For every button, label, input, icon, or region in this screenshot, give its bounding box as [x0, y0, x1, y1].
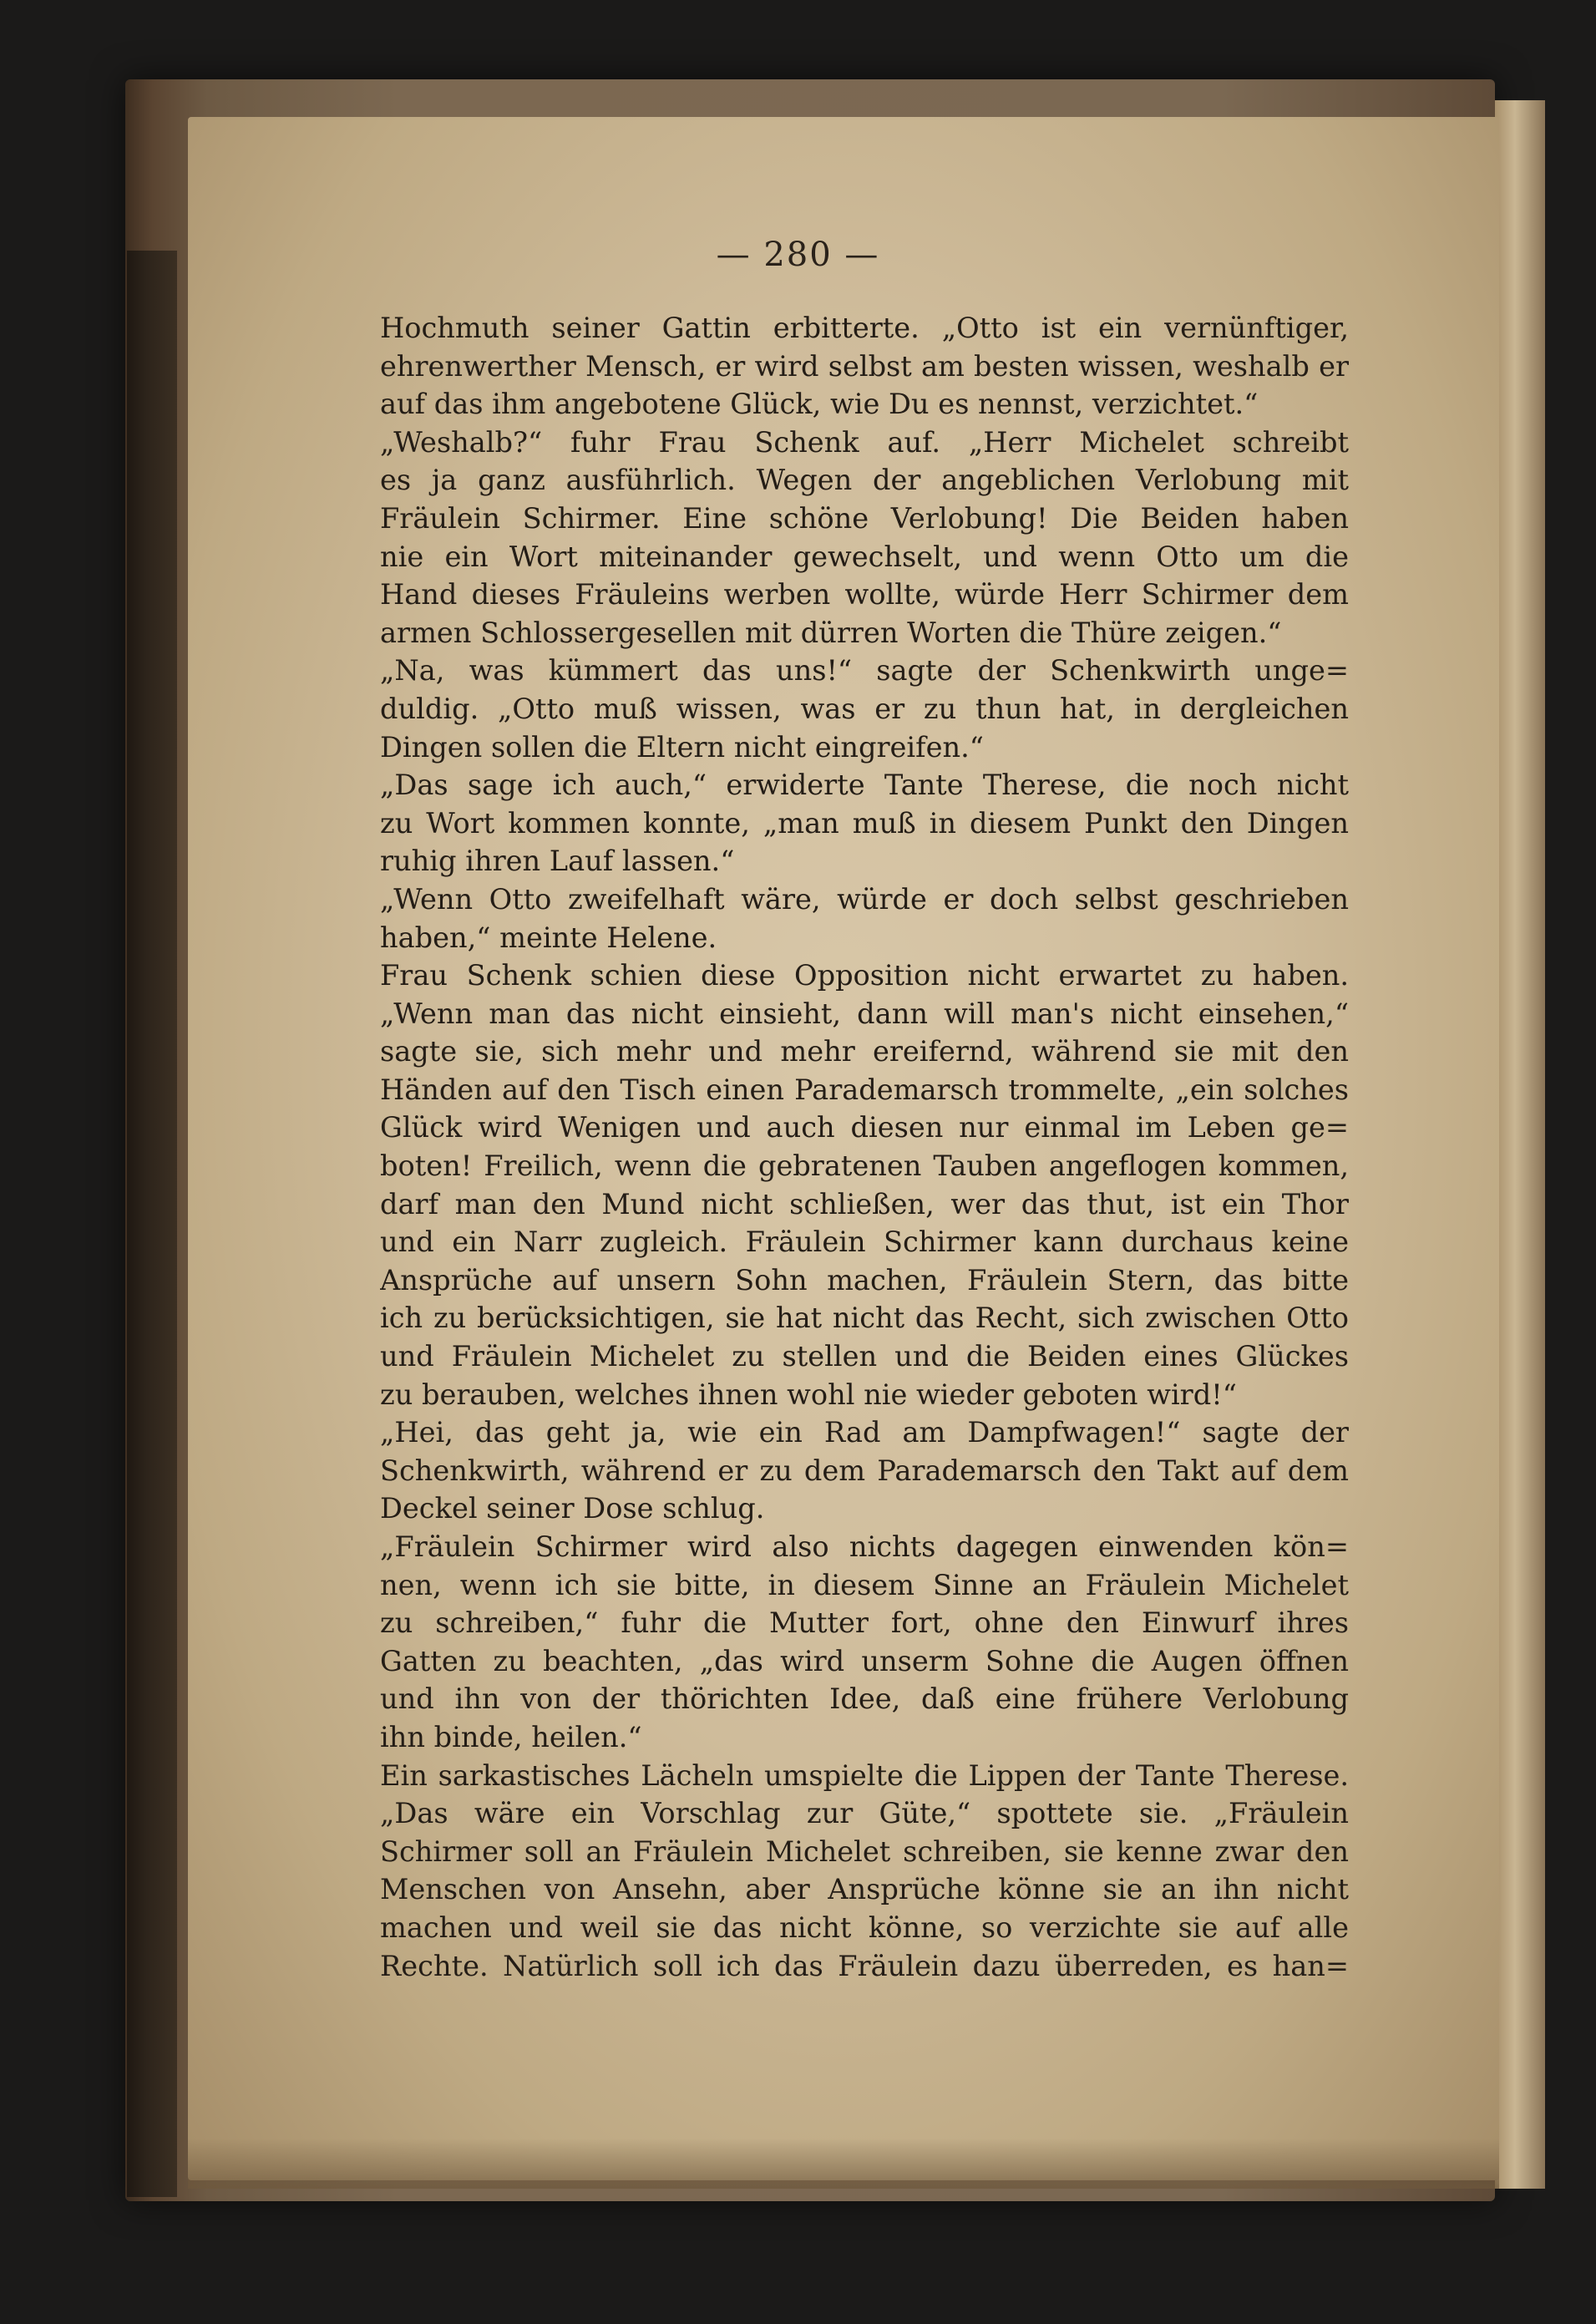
- text-line: Fräulein Schirmer. Eine schöne Verlobung! Die Beiden haben: [380, 501, 1349, 535]
- text-line: „Das wäre ein Vorschlag zur Güte,“ spottete sie. „Fräulein: [380, 1797, 1349, 1830]
- text-line: Rechte. Natürlich soll ich das Fräulein dazu überreden, es han=: [380, 1949, 1349, 1982]
- text-line: Schenkwirth, während er zu dem Parademarsch den Takt auf dem: [380, 1454, 1349, 1487]
- text-line: Menschen von Ansehn, aber Ansprüche könne sie an ihn nicht: [380, 1873, 1349, 1906]
- text-line: zu schreiben,“ fuhr die Mutter fort, ohne den Einwurf ihres: [380, 1606, 1349, 1640]
- text-line: Hand dieses Fräuleins werben wollte, würde Herr Schirmer dem: [380, 578, 1349, 611]
- text-line: boten! Freilich, wenn die gebratenen Tauben angeflogen kommen,: [380, 1149, 1349, 1183]
- body-text: [380, 309, 1349, 1985]
- text-line: duldig. „Otto muß wissen, was er zu thun hat, in dergleichen: [380, 692, 1349, 725]
- page-number: — 280 —: [716, 236, 880, 274]
- text-line: „Das sage ich auch,“ erwiderte Tante Therese, die noch nicht: [380, 769, 1349, 802]
- text-line: „Weshalb?“ fuhr Frau Schenk auf. „Herr Michelet schreibt: [380, 425, 1349, 459]
- text-line: Glück wird Wenigen und auch diesen nur einmal im Leben ge=: [380, 1111, 1349, 1144]
- text-line: Dingen sollen die Eltern nicht eingreifen.“: [380, 730, 984, 764]
- text-line: und ein Narr zugleich. Fräulein Schirmer kann durchaus keine: [380, 1225, 1349, 1259]
- page-edges-right: [1495, 100, 1545, 2189]
- text-line: haben,“ meinte Helene.: [380, 921, 717, 954]
- text-line: „Hei, das geht ja, wie ein Rad am Dampfwagen!“ sagte der: [380, 1416, 1349, 1449]
- text-line: Ansprüche auf unsern Sohn machen, Fräulein Stern, das bitte: [380, 1263, 1349, 1296]
- text-line: ehrenwerther Mensch, er wird selbst am besten wissen, weshalb er: [380, 349, 1349, 383]
- text-line: ruhig ihren Lauf lassen.“: [380, 845, 735, 878]
- text-line: nie ein Wort miteinander gewechselt, und wenn Otto um die: [380, 540, 1349, 573]
- text-line: nen, wenn ich sie bitte, in diesem Sinne an Fräulein Michelet: [380, 1568, 1349, 1601]
- text-line: es ja ganz ausführlich. Wegen der angeblichen Verlobung mit: [380, 464, 1349, 497]
- text-line: „Wenn man das nicht einsieht, dann will man's nicht einsehen,“: [380, 997, 1349, 1030]
- text-line: sagte sie, sich mehr und mehr ereifernd, während sie mit den: [380, 1035, 1349, 1068]
- text-line: auf das ihm angebotene Glück, wie Du es nennst, verzichtet.“: [380, 388, 1259, 421]
- text-line: Hochmuth seiner Gattin erbitterte. „Otto ist ein vernünftiger,: [380, 312, 1349, 344]
- text-line: und ihn von der thörichten Idee, daß eine frühere Verlobung: [380, 1682, 1349, 1716]
- text-line: zu Wort kommen konnte, „man muß in diesem Punkt den Dingen: [380, 806, 1349, 840]
- text-line: „Fräulein Schirmer wird also nichts dagegen einwenden kön=: [380, 1530, 1349, 1563]
- text-line: machen und weil sie das nicht könne, so verzichte sie auf alle: [380, 1910, 1349, 1944]
- text-line: zu berauben, welches ihnen wohl nie wieder geboten wird!“: [380, 1378, 1237, 1411]
- text-line: Schirmer soll an Fräulein Michelet schreiben, sie kenne zwar den: [380, 1834, 1349, 1868]
- text-line: „Na, was kümmert das uns!“ sagte der Schenkwirth unge=: [380, 654, 1349, 688]
- text-line: Deckel seiner Dose schlug.: [380, 1492, 765, 1525]
- text-line: armen Schlossergesellen mit dürren Worten die Thüre zeigen.“: [380, 616, 1282, 649]
- book-spine-edge: [127, 251, 177, 2197]
- text-line: „Wenn Otto zweifelhaft wäre, würde er doch selbst geschrieben: [380, 882, 1349, 916]
- text-line: und Fräulein Michelet zu stellen und die Beiden eines Glückes: [380, 1340, 1349, 1373]
- text-line: Gatten zu beachten, „das wird unserm Sohne die Augen öffnen: [380, 1644, 1349, 1677]
- page-shadow-bottom: [188, 2139, 1499, 2189]
- text-line: Frau Schenk schien diese Opposition nicht erwartet zu haben.: [380, 959, 1349, 992]
- text-line: darf man den Mund nicht schließen, wer das thut, ist ein Thor: [380, 1187, 1349, 1220]
- text-line: ich zu berücksichtigen, sie hat nicht das Recht, sich zwischen Otto: [380, 1302, 1349, 1335]
- text-line: Händen auf den Tisch einen Parademarsch trommelte, „ein solches: [380, 1073, 1349, 1106]
- text-line: ihn binde, heilen.“: [380, 1720, 642, 1753]
- text-line: Ein sarkastisches Lächeln umspielte die Lippen der Tante Therese.: [380, 1758, 1349, 1792]
